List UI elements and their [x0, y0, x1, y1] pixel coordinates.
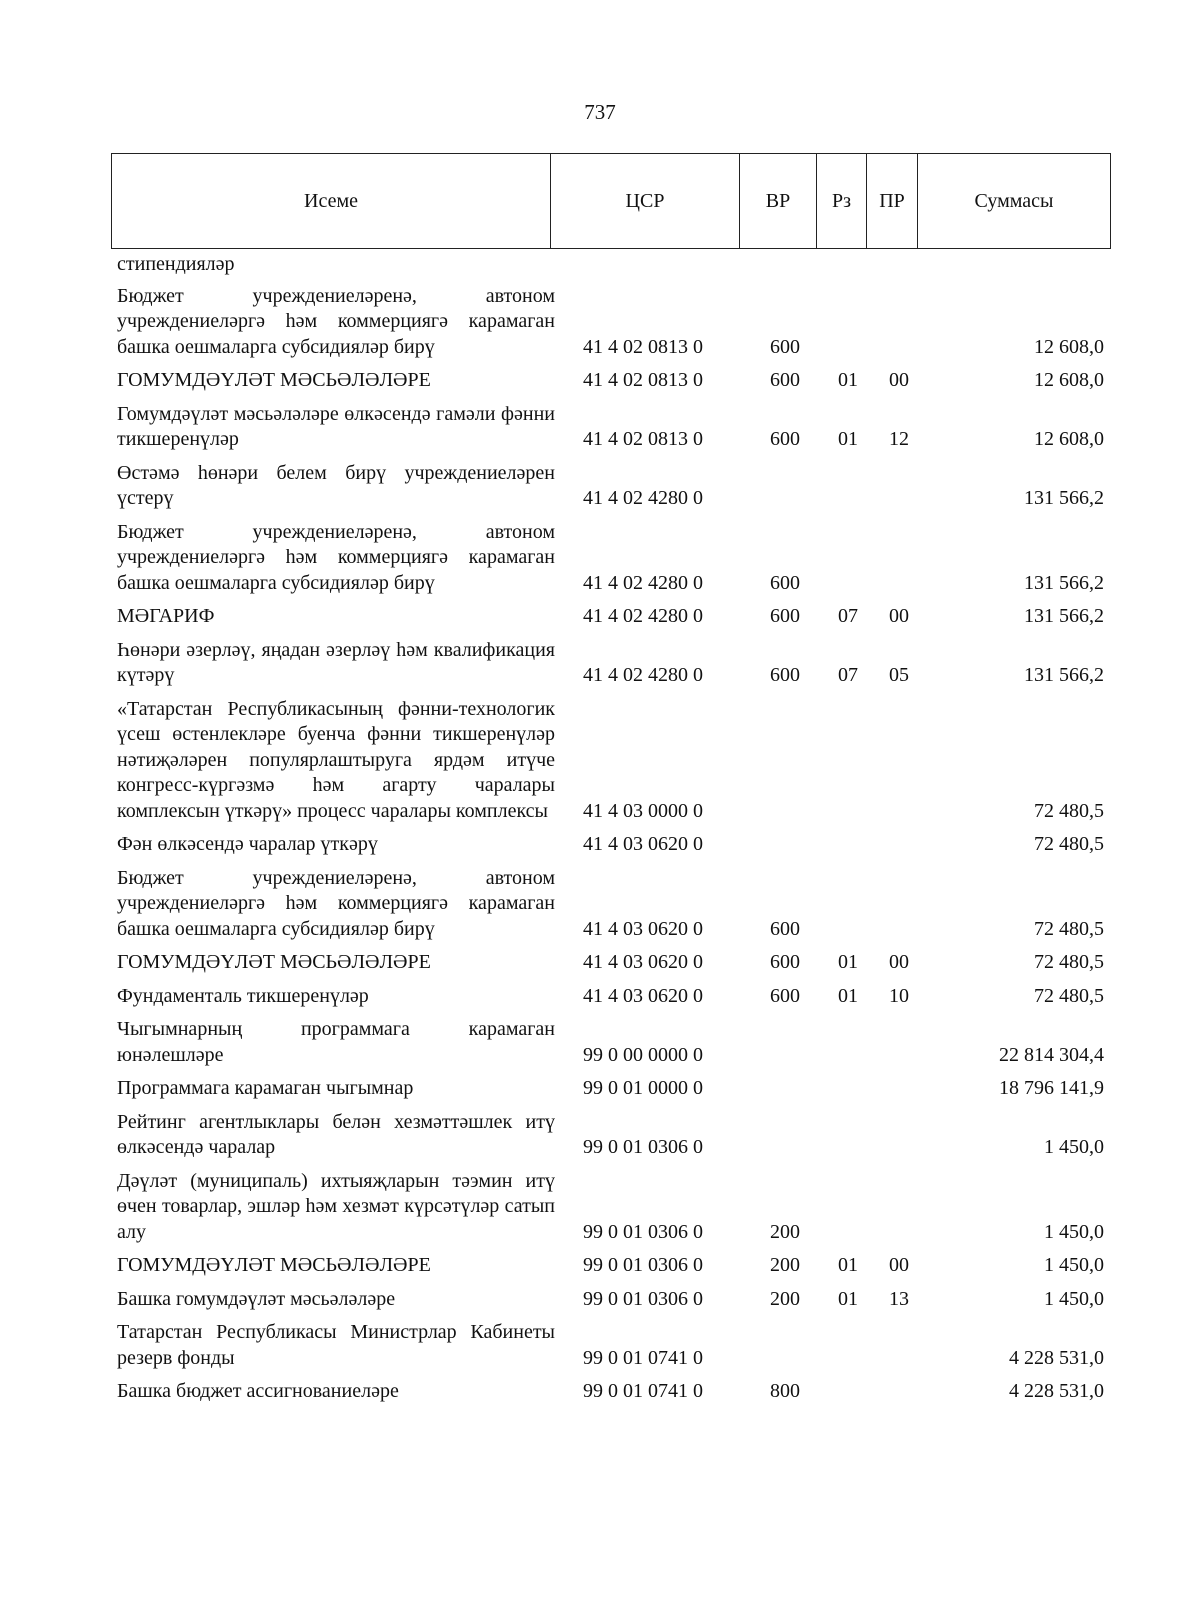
table-row	[0, 638, 1200, 689]
row-sum: 72 480,5	[1034, 951, 1104, 973]
row-name: Рейтинг агентлыклары белән хезмәттәшлек итү өлкәсендә чаралар	[117, 1110, 555, 1158]
header-csr: ЦСР	[551, 154, 740, 249]
row-pr: 00	[889, 951, 909, 973]
row-name: ГОМУМДӘҮЛӘТ МӘСЬӘЛӘЛӘРЕ	[117, 951, 431, 973]
row-csr: 99 0 01 0000 0	[583, 1077, 703, 1099]
table-row	[0, 697, 1200, 825]
row-csr: 99 0 01 0741 0	[583, 1380, 703, 1402]
table-row	[0, 1110, 1200, 1161]
row-pr: 12	[889, 428, 909, 450]
row-rz: 01	[838, 951, 858, 973]
row-vr: 600	[770, 428, 800, 450]
row-vr: 200	[770, 1254, 800, 1276]
row-csr: 41 4 03 0620 0	[583, 984, 703, 1007]
table-row	[0, 1287, 1200, 1313]
row-vr: 800	[770, 1380, 800, 1402]
row-csr: 99 0 00 0000 0	[583, 1043, 703, 1066]
row-csr: 41 4 02 4280 0	[583, 605, 703, 627]
row-sum: 72 480,5	[1034, 833, 1104, 855]
row-sum: 1 450,0	[1044, 1136, 1104, 1158]
row-name: ГОМУМДӘҮЛӘТ МӘСЬӘЛӘЛӘРЕ	[117, 1254, 431, 1276]
row-csr: 41 4 02 0813 0	[583, 428, 703, 450]
row-csr: 41 4 02 0813 0	[583, 335, 703, 358]
row-vr: 600	[770, 917, 800, 940]
row-sum: 12 608,0	[1034, 335, 1104, 358]
row-name: Өстәмә һөнәри белем бирү учреждениеләрен үстерү	[117, 461, 555, 509]
row-sum: 72 480,5	[1034, 799, 1104, 822]
header-name: Исеме	[112, 154, 551, 249]
row-rz: 01	[838, 1254, 858, 1276]
row-vr: 600	[770, 951, 800, 973]
row-name: Бюджет учреждениеләренә, автоном учреждениеләргә һәм коммерциягә карамаган башка оешмаларга субсидияләр бирү	[117, 284, 555, 358]
row-pr: 00	[889, 1254, 909, 1276]
header-sum: Суммасы	[918, 154, 1111, 249]
row-name: Башка гомумдәүләт мәсьәләләре	[117, 1287, 396, 1310]
row-name: стипендияләр	[117, 253, 235, 275]
row-sum: 1 450,0	[1044, 1220, 1104, 1243]
row-name: Бюджет учреждениеләренә, автоном учреждениеләргә һәм коммерциягә карамаган башка оешмаларга субсидияләр бирү	[117, 520, 555, 594]
row-name: Гомумдәүләт мәсьәләләре өлкәсендә гамәли фәнни тикшеренүләр	[117, 402, 555, 450]
row-sum: 72 480,5	[1034, 984, 1104, 1007]
row-name: Татарстан Республикасы Министрлар Кабинеты резерв фонды	[117, 1321, 555, 1369]
row-vr: 600	[770, 984, 800, 1007]
row-vr: 600	[770, 571, 800, 594]
row-sum: 131 566,2	[1024, 487, 1104, 509]
row-csr: 41 4 03 0620 0	[583, 833, 703, 855]
table-row	[0, 866, 1200, 943]
row-sum: 72 480,5	[1034, 917, 1104, 940]
row-pr: 00	[889, 369, 909, 391]
row-sum: 12 608,0	[1034, 428, 1104, 450]
row-sum: 131 566,2	[1024, 571, 1104, 594]
row-name: МӘГАРИФ	[117, 605, 215, 627]
row-name: Башка бюджет ассигнованиеләре	[117, 1380, 399, 1402]
row-name: Фундаменталь тикшеренүләр	[117, 984, 369, 1007]
row-rz: 01	[838, 1287, 858, 1310]
row-csr: 99 0 01 0741 0	[583, 1346, 703, 1369]
row-vr: 600	[770, 664, 800, 686]
row-pr: 13	[889, 1287, 909, 1310]
table-row	[0, 1076, 1200, 1102]
row-name: Дәүләт (муниципаль) ихтыяҗларын тәэмин итү өчен товарлар, эшләр һәм хезмәт күрсәтүләр сатып алу	[117, 1169, 555, 1243]
row-sum: 18 796 141,9	[999, 1077, 1104, 1099]
table-row	[0, 1253, 1200, 1279]
row-vr: 600	[770, 335, 800, 358]
table-row	[0, 1320, 1200, 1371]
table-row	[0, 950, 1200, 976]
row-sum: 22 814 304,4	[999, 1043, 1104, 1066]
table-row	[0, 520, 1200, 597]
table-row	[0, 984, 1200, 1010]
row-sum: 1 450,0	[1044, 1287, 1104, 1310]
page-number: 737	[584, 100, 616, 124]
row-csr: 99 0 01 0306 0	[583, 1136, 703, 1158]
row-name: Программага карамаган чыгымнар	[117, 1077, 414, 1099]
row-vr: 200	[770, 1220, 800, 1243]
table-row	[0, 252, 1200, 278]
table-row	[0, 832, 1200, 858]
row-csr: 41 4 02 4280 0	[583, 487, 703, 509]
table-body	[0, 252, 1200, 1413]
table-row	[0, 1017, 1200, 1068]
row-csr: 99 0 01 0306 0	[583, 1220, 703, 1243]
row-csr: 99 0 01 0306 0	[583, 1287, 703, 1310]
row-name: «Татарстан Республикасының фәнни-технологик үсеш өстенлекләре буенча фәнни тикшеренүләр нәтиҗәләрен популярлаштыруга ярдәм итүче конгресс-күргәзмә һәм агарту чаралары комплексын үткәрү» процесс чаралары комплексы	[117, 697, 555, 822]
row-csr: 41 4 02 4280 0	[583, 571, 703, 594]
row-vr: 600	[770, 605, 800, 627]
table-row	[0, 284, 1200, 361]
header-rz: Рз	[817, 154, 867, 249]
table-row	[0, 1169, 1200, 1246]
row-sum: 131 566,2	[1024, 664, 1104, 686]
row-sum: 4 228 531,0	[1009, 1346, 1104, 1369]
row-sum: 4 228 531,0	[1009, 1380, 1104, 1402]
row-name: Чыгымнарның программага карамаган юнәлешләре	[117, 1018, 555, 1066]
row-rz: 01	[838, 369, 858, 391]
table-row	[0, 368, 1200, 394]
row-pr: 10	[889, 984, 909, 1007]
row-pr: 05	[889, 664, 909, 686]
row-csr: 41 4 03 0620 0	[583, 917, 703, 940]
row-rz: 07	[838, 664, 858, 686]
header-vr: ВР	[740, 154, 817, 249]
row-name: Бюджет учреждениеләренә, автоном учреждениеләргә һәм коммерциягә карамаган башка оешмаларга субсидияләр бирү	[117, 866, 555, 940]
row-name: ГОМУМДӘҮЛӘТ МӘСЬӘЛӘЛӘРЕ	[117, 369, 431, 391]
row-sum: 131 566,2	[1024, 605, 1104, 627]
row-name: Һөнәри әзерләү, яңадан әзерләү һәм квалификация күтәрү	[117, 638, 555, 686]
row-csr: 99 0 01 0306 0	[583, 1254, 703, 1276]
row-rz: 07	[838, 605, 858, 627]
row-csr: 41 4 03 0000 0	[583, 799, 703, 822]
table-row	[0, 402, 1200, 453]
row-vr: 200	[770, 1287, 800, 1310]
row-rz: 01	[838, 428, 858, 450]
row-name: Фән өлкәсендә чаралар үткәрү	[117, 833, 378, 855]
row-csr: 41 4 02 4280 0	[583, 664, 703, 686]
table-row	[0, 461, 1200, 512]
table-row	[0, 604, 1200, 630]
table-header	[111, 153, 1111, 249]
row-pr: 00	[889, 605, 909, 627]
row-rz: 01	[838, 984, 858, 1007]
row-vr: 600	[770, 369, 800, 391]
row-sum: 1 450,0	[1044, 1254, 1104, 1276]
table-row	[0, 1379, 1200, 1405]
row-sum: 12 608,0	[1034, 369, 1104, 391]
row-csr: 41 4 02 0813 0	[583, 369, 703, 391]
header-pr: ПР	[867, 154, 918, 249]
row-csr: 41 4 03 0620 0	[583, 951, 703, 973]
